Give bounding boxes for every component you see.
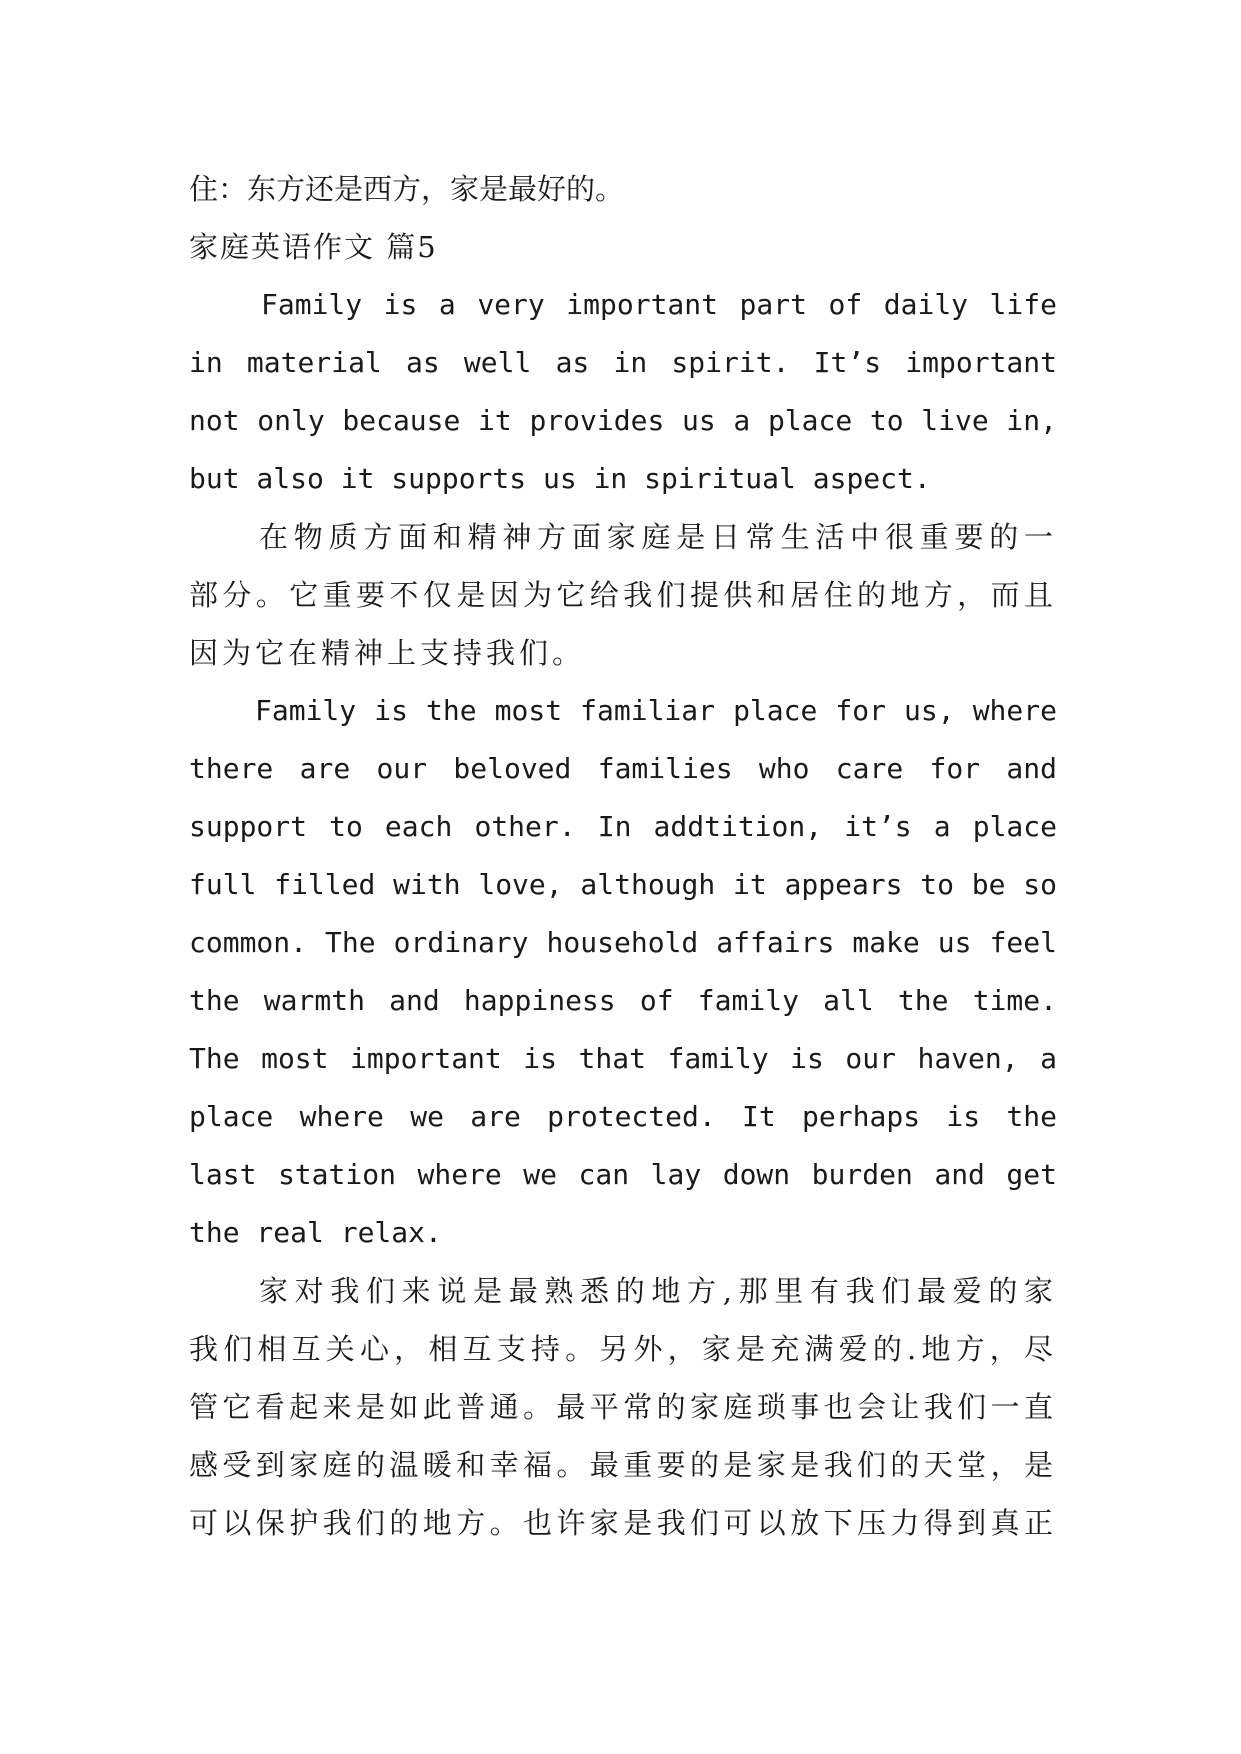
- text-line: not only because it provides us a place to live in,: [189, 404, 1057, 437]
- text-line: 管它看起来是如此普通。最平常的家庭琐事也会让我们一直: [189, 1390, 1057, 1424]
- text-line: place where we are protected. It perhaps is the: [189, 1100, 1057, 1133]
- text-line: common. The ordinary household affairs make us feel: [189, 926, 1057, 959]
- paragraph-1-chinese: [189, 508, 1057, 682]
- text-line: support to each other. In addtition, it’s a place: [189, 810, 1057, 843]
- text-line: but also it supports us in spiritual aspect.: [189, 462, 931, 495]
- text-line: 感受到家庭的温暖和幸福。最重要的是家是我们的天堂，是: [189, 1448, 1057, 1482]
- text-line: last station where we can lay down burden and get: [189, 1158, 1057, 1191]
- paragraph-2-english: [189, 682, 1057, 1262]
- previous-section-tail: 住：东方还是西方，家是最好的。: [189, 172, 625, 206]
- text-line: Family is a very important part of daily life: [261, 288, 1057, 321]
- text-line: 可以保护我们的地方。也许家是我们可以放下压力得到真正: [189, 1506, 1057, 1540]
- text-line: full filled with love, although it appears to be so: [189, 868, 1057, 901]
- section-heading: 家庭英语作文 篇5: [189, 230, 438, 264]
- text-line: 我们相互关心，相互支持。另外，家是充满爱的.地方，尽: [189, 1332, 1057, 1366]
- text-line: Family is the most familiar place for us, where: [255, 694, 1057, 727]
- text-line: the warmth and happiness of family all the time.: [189, 984, 1057, 1017]
- text-line: in material as well as in spirit. It’s important: [189, 346, 1057, 379]
- text-line: The most important is that family is our haven, a: [189, 1042, 1057, 1075]
- document-page: [189, 160, 1057, 1552]
- text-line: there are our beloved families who care for and: [189, 752, 1057, 785]
- text-line: 部分。它重要不仅是因为它给我们提供和居住的地方，而且: [189, 578, 1057, 612]
- paragraph-1-english: [189, 276, 1057, 508]
- paragraph-2-chinese: [189, 1262, 1057, 1552]
- text-line: 家对我们来说是最熟悉的地方,那里有我们最爱的家: [259, 1274, 1057, 1308]
- text-line: 在物质方面和精神方面家庭是日常生活中很重要的一: [259, 520, 1057, 554]
- text-line: 因为它在精神上支持我们。: [189, 636, 586, 670]
- text-line: the real relax.: [189, 1216, 442, 1249]
